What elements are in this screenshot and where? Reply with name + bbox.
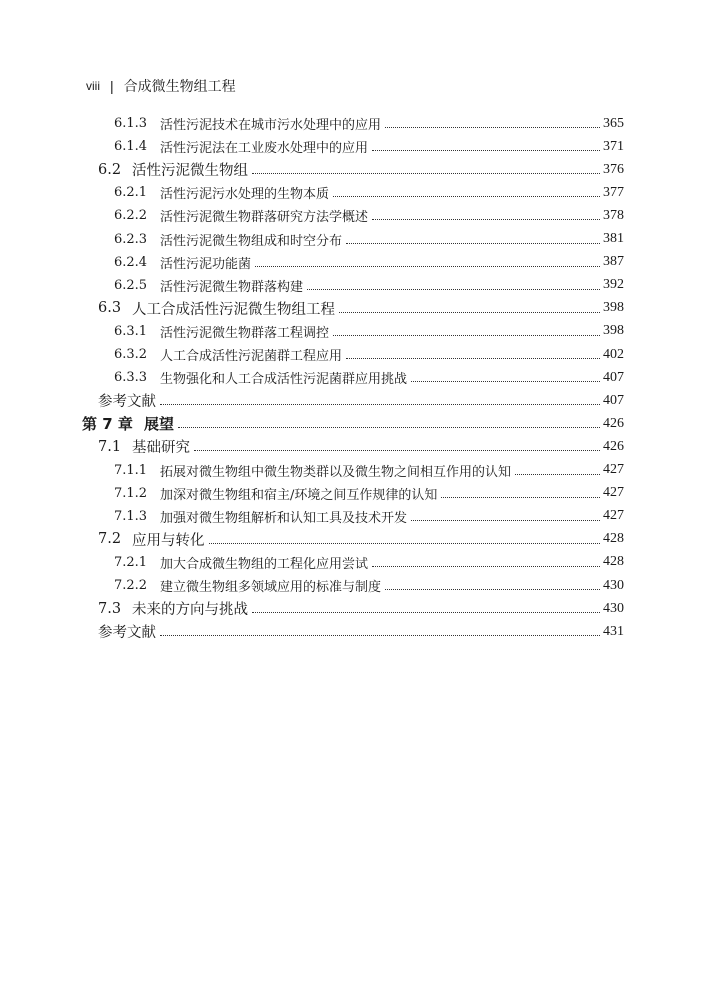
toc-entry-title: 参考文献: [98, 625, 156, 642]
dot-leader: [160, 634, 600, 636]
toc-entry-title: 活性污泥污水处理的生物本质: [160, 187, 330, 203]
toc-entry-number: 6.3.2: [114, 347, 148, 362]
toc-entry-page: 398: [603, 300, 624, 316]
toc-entry-title: 加深对微生物组和宿主/环境之间互作规律的认知: [160, 487, 438, 503]
toc-entry-number: 6.2.5: [114, 277, 148, 293]
toc-entry-title: 活性污泥技术在城市污水处理中的应用: [160, 118, 382, 133]
toc-entry[interactable]: [0, 343, 708, 366]
toc-entry-title: 未来的方向与挑战: [132, 602, 248, 619]
toc-entry-title: 活性污泥法在工业废水处理中的应用: [160, 141, 369, 157]
dot-leader: [372, 218, 600, 220]
dot-leader: [411, 519, 600, 521]
toc-entry[interactable]: [0, 181, 708, 204]
toc-entry-number: 7.1: [98, 438, 122, 455]
toc-entry-title: 活性污泥微生物群落工程调控: [160, 325, 330, 341]
toc-entry-title: 活性污泥微生物群落研究方法学概述: [160, 210, 369, 226]
dot-leader: [209, 542, 600, 544]
toc-entry-number: 7.1.3: [114, 508, 148, 524]
toc-entry-number: 7.2.1: [114, 554, 148, 570]
book-title: 合成微生物组工程: [123, 78, 236, 94]
toc-entry-title: 活性污泥微生物群落构建: [160, 279, 304, 295]
toc-entry-page: 377: [603, 184, 624, 200]
dot-leader: [178, 426, 600, 428]
toc-entry-number: 6.2.1: [114, 185, 148, 201]
toc-entry-number: 7.3: [98, 600, 122, 617]
page-number: viii: [86, 79, 100, 93]
dot-leader: [252, 611, 600, 613]
toc-entry-page: 431: [603, 623, 624, 639]
toc-entry-number: 6.2.4: [114, 254, 148, 270]
toc-entry-number: 6.1.4: [114, 139, 148, 155]
toc-entry-title: 活性污泥微生物组成和时空分布: [160, 233, 343, 249]
toc-entry[interactable]: [0, 389, 708, 412]
toc-entry-page: 428: [603, 554, 624, 570]
toc-entry[interactable]: [0, 551, 708, 574]
toc-entry-page: 387: [603, 254, 624, 270]
toc-entry-title: 参考文献: [98, 394, 156, 411]
dot-leader: [515, 473, 600, 475]
toc-entry-number: 6.2.3: [114, 231, 148, 247]
toc-entry-page: 365: [603, 115, 624, 131]
toc-entry-page: 430: [603, 577, 624, 593]
dot-leader: [411, 380, 600, 382]
toc-entry[interactable]: [0, 112, 708, 135]
toc-entry[interactable]: [0, 597, 708, 620]
dot-leader: [333, 195, 600, 197]
toc-entry-title: 人工合成活性污泥微生物组工程: [132, 301, 335, 318]
dot-leader: [255, 265, 600, 267]
toc-entry[interactable]: [0, 505, 708, 528]
dot-leader: [194, 449, 600, 451]
toc-entry-title: 展望: [144, 415, 175, 434]
toc-entry-number: 7.2: [98, 531, 122, 548]
toc-entry[interactable]: [0, 459, 708, 482]
toc-entry-page: 402: [603, 346, 624, 362]
toc-entry-number: 6.3: [98, 300, 122, 317]
toc-entry-number: 7.1.2: [114, 485, 148, 501]
toc-entry[interactable]: [0, 412, 708, 435]
toc-entry[interactable]: [0, 297, 708, 320]
toc-entry[interactable]: [0, 366, 708, 389]
toc-entry-number: 6.1.3: [114, 116, 148, 131]
toc-entry-page: 392: [603, 277, 624, 293]
toc-entry[interactable]: [0, 274, 708, 297]
toc-entry[interactable]: [0, 135, 708, 158]
toc-entry-number: 6.2.2: [114, 208, 148, 224]
toc-entry-title: 人工合成活性污泥菌群工程应用: [160, 349, 343, 364]
running-header: [86, 76, 236, 96]
toc-entry-title: 生物强化和人工合成活性污泥菌群应用挑战: [160, 372, 408, 388]
toc-entry-number: 6.3.3: [114, 370, 148, 386]
toc-entry-number: 7.2.2: [114, 578, 148, 593]
toc-entry-number: 6.2: [98, 161, 122, 178]
toc-entry-page: 430: [603, 600, 624, 616]
toc-entry-page: 427: [603, 508, 624, 524]
toc-entry-title: 应用与转化: [132, 532, 205, 549]
toc-entry-number: 第 7 章: [82, 415, 133, 434]
dot-leader: [307, 288, 600, 290]
toc-entry-page: 427: [603, 485, 624, 501]
toc-entry[interactable]: [0, 482, 708, 505]
toc-entry-title: 基础研究: [132, 440, 190, 457]
dot-leader: [385, 126, 600, 128]
dot-leader: [372, 149, 600, 151]
dot-leader: [339, 311, 600, 313]
toc-entry-page: 371: [603, 138, 624, 154]
dot-leader: [333, 334, 600, 336]
toc-entry-page: 428: [603, 531, 624, 547]
dot-leader: [372, 565, 600, 567]
toc-entry-page: 407: [603, 369, 624, 385]
toc-entry-page: 376: [603, 161, 624, 177]
toc-entry[interactable]: [0, 251, 708, 274]
toc-entry-page: 378: [603, 207, 624, 223]
toc-entry-title: 加大合成微生物组的工程化应用尝试: [160, 556, 369, 572]
toc-entry[interactable]: [0, 320, 708, 343]
toc-entry[interactable]: [0, 204, 708, 227]
toc-entry-title: 建立微生物组多领域应用的标准与制度: [160, 580, 382, 595]
toc-entry-title: 活性污泥微生物组: [132, 163, 248, 180]
dot-leader: [441, 496, 600, 498]
toc-entry[interactable]: [0, 620, 708, 643]
header-separator: |: [110, 78, 114, 94]
toc-entry-page: 426: [603, 438, 624, 454]
toc-entry[interactable]: [0, 158, 708, 181]
toc-entry-page: 398: [603, 323, 624, 339]
toc-entry-title: 加强对微生物组解析和认知工具及技术开发: [160, 510, 408, 526]
toc-entry-number: 7.1.1: [114, 462, 148, 478]
toc-entry-page: 426: [603, 415, 624, 431]
toc-entry[interactable]: [0, 228, 708, 251]
toc-entry-title: 活性污泥功能菌: [160, 256, 252, 272]
toc-entry-page: 381: [603, 231, 624, 246]
dot-leader: [252, 172, 600, 174]
dot-leader: [385, 588, 600, 590]
toc-entry[interactable]: [0, 435, 708, 458]
dot-leader: [346, 242, 600, 244]
toc-entry[interactable]: [0, 528, 708, 551]
dot-leader: [346, 357, 600, 359]
toc-entry-number: 6.3.1: [114, 323, 148, 339]
toc-entry-page: 407: [603, 392, 624, 408]
dot-leader: [160, 403, 600, 405]
toc-entry[interactable]: [0, 574, 708, 597]
toc-entry-page: 427: [603, 462, 624, 477]
toc-entry-title: 拓展对微生物组中微生物类群以及微生物之间相互作用的认知: [160, 464, 512, 480]
